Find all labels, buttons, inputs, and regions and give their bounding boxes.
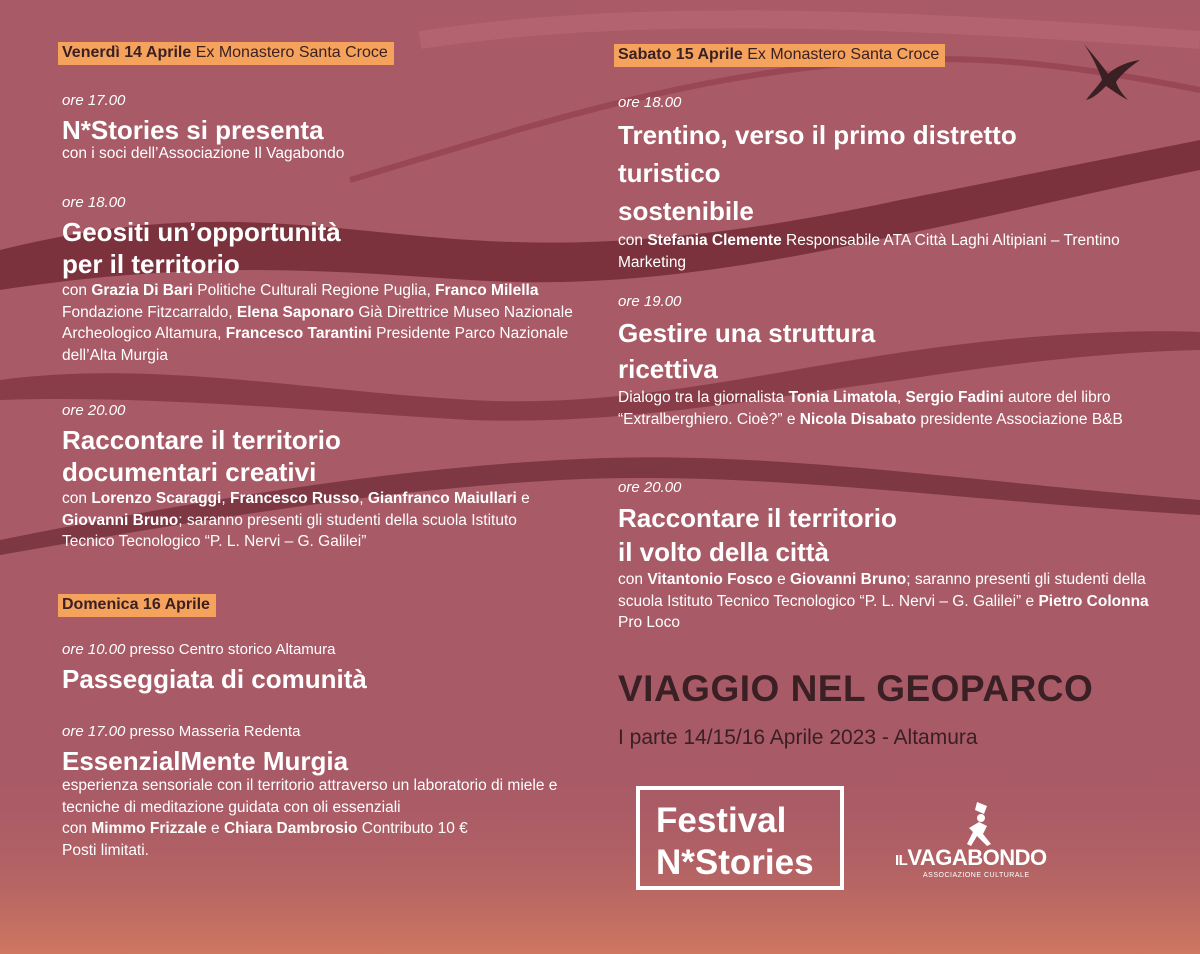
event-friday-1700 xyxy=(62,92,582,165)
event-saturday-1900 xyxy=(618,293,1178,430)
logo-name: VAGABONDO xyxy=(907,845,1047,870)
event-title: EssenzialMente Murgia xyxy=(62,746,349,776)
day-place: Ex Monastero Santa Croce xyxy=(747,46,940,63)
person-name: Chiara Dambrosio xyxy=(223,820,358,837)
person-name: Tonia Limatola xyxy=(788,389,897,406)
event-desc: con Grazia Di Bari Politiche Culturali Regione Puglia, Franco Milella Fondazione Fitzcarraldo, Elena Saponaro Già Direttrice Museo Nazionale Archeologico Altamura, Francesco Tarantini Presidente Parco Nazionale dell’Alta Murgia xyxy=(62,282,573,364)
person-name: Mimmo Frizzale xyxy=(91,820,207,837)
time-place: presso Centro storico Altamura xyxy=(125,641,336,658)
vagabondo-runner-icon xyxy=(957,800,1005,848)
event-desc: con i soci dell’Associazione Il Vagabondo xyxy=(62,145,345,162)
event-saturday-1800 xyxy=(618,94,1178,273)
event-desc: Dialogo tra la giornalista Tonia Limatola, Sergio Fadini autore del libro “Extralberghiero. Cioè?” e Nicola Disabato presidente Associazione B&B xyxy=(618,389,1123,428)
logo-il: IL xyxy=(895,852,908,869)
event-time xyxy=(62,723,582,741)
event-friday-1800 xyxy=(62,194,582,366)
day-band-sunday xyxy=(58,594,216,617)
time-value: ore 17.00 xyxy=(62,723,126,740)
person-name: Giovanni Bruno xyxy=(62,511,179,529)
festival-line-2: N*Stories xyxy=(656,843,814,882)
time-place: presso Masseria Redenta xyxy=(125,723,301,740)
event-desc: con Vitantonio Fosco e Giovanni Bruno; saranno presenti gli studenti della scuola Istituto Tecnico Tecnologico “P. L. Nervi – G. Galilei” e Pietro Colonna Pro Loco xyxy=(618,571,1149,631)
time-value: ore 10.00 xyxy=(62,641,126,658)
event-title: Gestire una struttura ricettiva xyxy=(618,318,876,384)
logo-subtitle: ASSOCIAZIONE CULTURALE xyxy=(923,872,1030,879)
person-name: Gianfranco Maiullari xyxy=(367,490,517,507)
event-saturday-2000 xyxy=(618,479,1178,634)
event-desc: con Stefania Clemente Responsabile ATA Città Laghi Altipiani – Trentino Marketing xyxy=(618,232,1120,271)
person-name: Elena Saponaro xyxy=(236,303,355,321)
person-name: Vitantonio Fosco xyxy=(647,571,773,588)
event-friday-2000 xyxy=(62,402,582,553)
event-title: Raccontare il territorio il volto della città xyxy=(618,503,897,567)
day-name: Sabato 15 Aprile xyxy=(618,46,743,63)
event-title: Trentino, verso il primo distretto turistico sostenibile xyxy=(618,120,1017,226)
person-name: Francesco Tarantini xyxy=(225,325,372,342)
event-time: ore 18.00 xyxy=(618,94,682,111)
bird-icon xyxy=(1082,40,1144,102)
event-title: Passeggiata di comunità xyxy=(62,664,367,694)
event-sunday-1700 xyxy=(62,723,582,861)
event-time: ore 18.00 xyxy=(62,194,126,211)
main-subtitle: I parte 14/15/16 Aprile 2023 - Altamura xyxy=(618,726,978,749)
event-title: N*Stories si presenta xyxy=(62,115,324,145)
event-title: Geositi un’opportunità per il territorio xyxy=(62,217,341,279)
event-time: ore 19.00 xyxy=(618,293,682,310)
event-desc: esperienza sensoriale con il territorio attraverso un laboratorio di miele e tecniche di meditazione guidata con oli essenziali con Mimmo Frizzale e Chiara Dambrosio Contributo 10 € Posti limitati. xyxy=(62,777,558,859)
event-desc: con Lorenzo Scaraggi, Francesco Russo, Gianfranco Maiullari e Giovanni Bruno; saranno presenti gli studenti della scuola Istituto Tecnico Tecnologico “P. L. Nervi – G. Galilei” xyxy=(62,490,530,550)
festival-logo-box xyxy=(636,786,844,890)
person-name: Grazia Di Bari xyxy=(91,282,193,299)
person-name: Stefania Clemente xyxy=(647,232,782,249)
day-band-saturday xyxy=(614,44,945,67)
day-place: Ex Monastero Santa Croce xyxy=(195,44,388,61)
main-title: VIAGGIO NEL GEOPARCO xyxy=(618,668,1094,709)
logo-wordmark xyxy=(895,845,1047,871)
event-time: ore 20.00 xyxy=(62,402,126,419)
person-name: Giovanni Bruno xyxy=(790,571,907,588)
day-name: Venerdì 14 Aprile xyxy=(62,44,192,61)
event-time: ore 20.00 xyxy=(618,479,682,496)
event-time xyxy=(62,641,582,659)
person-name: Sergio Fadini xyxy=(905,389,1004,406)
person-name: Franco Milella xyxy=(435,282,539,299)
person-name: Pietro Colonna xyxy=(1038,592,1149,610)
event-sunday-1000 xyxy=(62,641,582,695)
person-name: Francesco Russo xyxy=(230,490,360,507)
vagabondo-logo xyxy=(895,800,1075,890)
person-name: Nicola Disabato xyxy=(799,410,917,428)
event-time: ore 17.00 xyxy=(62,92,126,109)
day-band-friday xyxy=(58,42,394,65)
day-name: Domenica 16 Aprile xyxy=(62,596,210,613)
person-name: Lorenzo Scaraggi xyxy=(91,490,222,507)
event-title: Raccontare il territorio documentari creativi xyxy=(62,425,341,487)
festival-line-1: Festival xyxy=(656,801,787,840)
